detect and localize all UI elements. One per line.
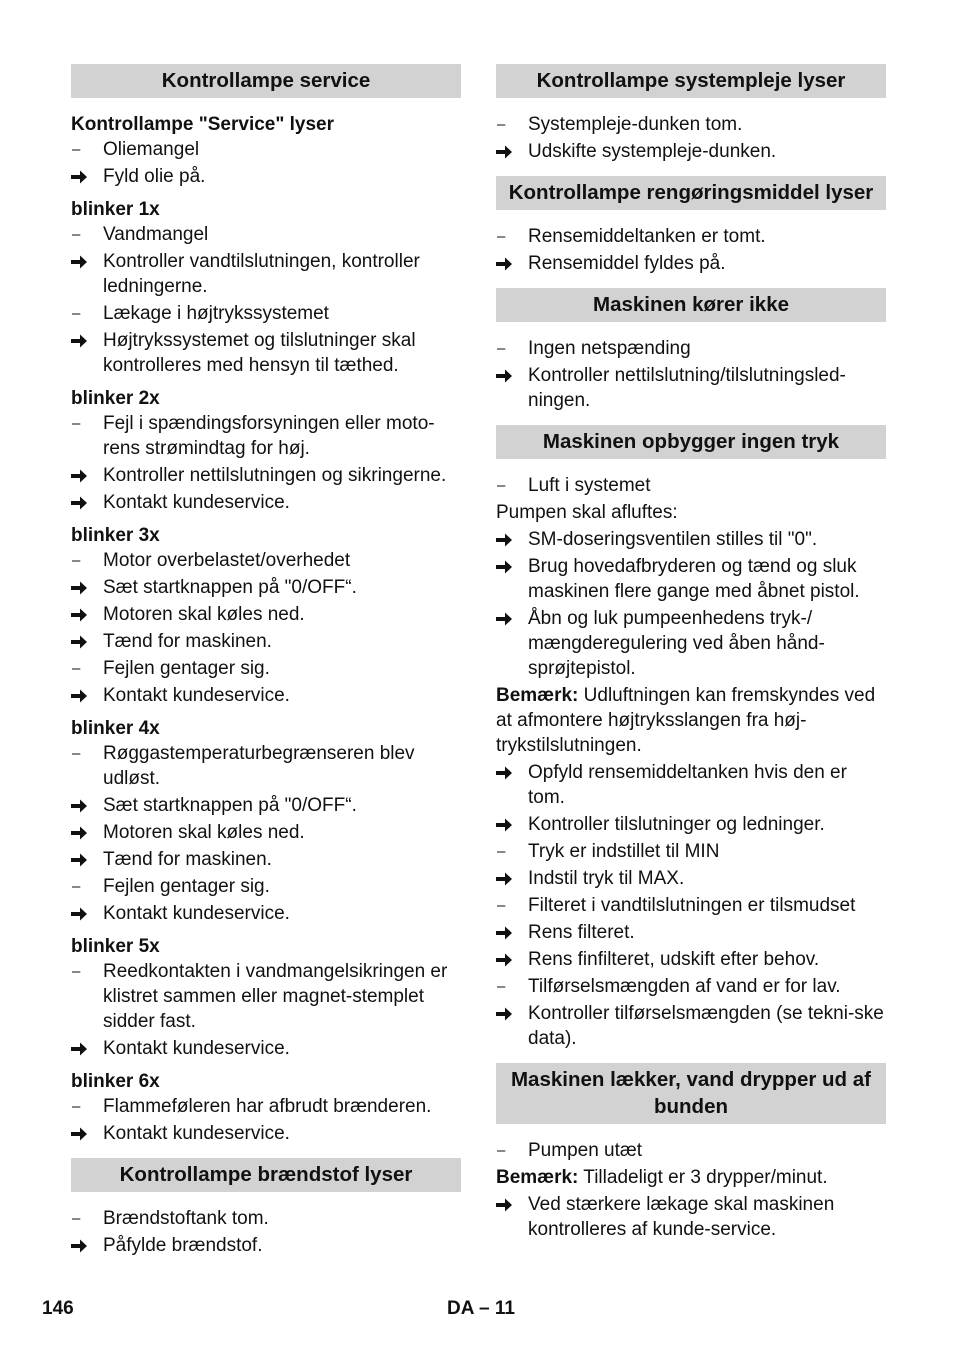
action-item	[71, 249, 461, 299]
item-text: Rensemiddel fyldes på.	[528, 253, 726, 274]
dash-marker-icon: –	[497, 897, 506, 914]
item-text: Fyld olie på.	[103, 166, 206, 187]
item-text: Tænd for maskinen.	[103, 631, 272, 652]
action-item	[71, 490, 461, 515]
item-text: Fejlen gentager sig.	[103, 658, 270, 679]
action-item	[71, 164, 461, 189]
dash-marker-icon: –	[72, 878, 81, 895]
left-column	[71, 64, 461, 1260]
action-item	[71, 602, 461, 627]
item-text: Kontakt kundeservice.	[103, 1123, 290, 1144]
action-item	[496, 1001, 886, 1051]
dash-marker-icon: –	[497, 228, 506, 245]
item-text: Ingen netspænding	[528, 338, 691, 359]
item-text: Lækage i højtrykssystemet	[103, 303, 329, 324]
action-item	[496, 251, 886, 276]
cause-item	[496, 336, 886, 361]
item-text: Fejlen gentager sig.	[103, 876, 270, 897]
action-item	[496, 866, 886, 891]
subheading: blinker 6x	[71, 1071, 160, 1092]
paragraph	[496, 683, 886, 758]
cause-item	[71, 874, 461, 899]
cause-item	[71, 137, 461, 162]
cause-item	[71, 1206, 461, 1231]
paragraph	[496, 1165, 886, 1190]
action-item	[496, 947, 886, 972]
item-text: Brug hovedafbryderen og tænd og sluk maskinen flere gange med åbnet pistol.	[528, 556, 860, 602]
cause-item	[496, 974, 886, 999]
cause-item	[71, 222, 461, 247]
action-item	[71, 575, 461, 600]
dash-marker-icon: –	[72, 1210, 81, 1227]
cause-item	[71, 301, 461, 326]
dash-marker-icon: –	[72, 552, 81, 569]
cause-item	[496, 893, 886, 918]
paragraph-text: Udluftningen kan fremskyndes ved at afmontere højtryksslangen fra høj-trykstilslutningen.	[496, 685, 876, 756]
item-text: Rensemiddeltanken er tomt.	[528, 226, 766, 247]
item-text: Fejl i spændingsforsyningen eller moto-rens strømindtag for høj.	[103, 413, 435, 459]
action-item	[71, 1121, 461, 1146]
item-text: SM-doseringsventilen stilles til "0".	[528, 529, 818, 550]
section-heading: Kontrollampe brændstof lyser	[71, 1158, 461, 1192]
section-heading: Kontrollampe systempleje lyser	[496, 64, 886, 98]
item-text: Tilførselsmængden af vand er for lav.	[528, 976, 841, 997]
item-text: Oliemangel	[103, 139, 200, 160]
dash-marker-icon: –	[497, 340, 506, 357]
action-item	[71, 629, 461, 654]
action-item	[496, 606, 886, 681]
note-label: Bemærk:	[496, 685, 579, 706]
item-text: Tænd for maskinen.	[103, 849, 272, 870]
cause-item	[71, 741, 461, 791]
cause-item	[71, 959, 461, 1034]
cause-item	[71, 1094, 461, 1119]
paragraph	[496, 500, 886, 525]
item-text: Filteret i vandtilslutningen er tilsmudset	[528, 895, 856, 916]
action-item	[71, 328, 461, 378]
item-text: Røggastemperaturbegrænseren blev udløst.	[103, 743, 415, 789]
dash-marker-icon: –	[72, 305, 81, 322]
subheading: Kontrollampe "Service" lyser	[71, 114, 335, 135]
page-number: 146	[42, 1298, 74, 1319]
subheading: blinker 3x	[71, 525, 160, 546]
subheading: blinker 4x	[71, 718, 160, 739]
action-item	[71, 793, 461, 818]
cause-item	[71, 656, 461, 681]
item-text: Påfylde brændstof.	[103, 1235, 263, 1256]
section-heading: Maskinen lækker, vand drypper ud af bunden	[496, 1063, 886, 1124]
dash-marker-icon: –	[497, 978, 506, 995]
item-text: Kontakt kundeservice.	[103, 685, 290, 706]
action-item	[496, 139, 886, 164]
cause-item	[496, 473, 886, 498]
item-text: Motor overbelastet/overhedet	[103, 550, 351, 571]
action-item	[71, 901, 461, 926]
section-heading: Maskinen kører ikke	[496, 288, 886, 322]
action-item	[71, 1036, 461, 1061]
item-text: Systempleje-dunken tom.	[528, 114, 743, 135]
note-label: Bemærk:	[496, 1167, 579, 1188]
subheading: blinker 1x	[71, 199, 160, 220]
cause-item	[496, 1138, 886, 1163]
action-item	[496, 812, 886, 837]
item-text: Sæt startknappen på "0/OFF“.	[103, 577, 357, 598]
action-item	[71, 683, 461, 708]
section-heading: Kontrollampe service	[71, 64, 461, 98]
item-text: Kontroller nettilslutningen og sikringerne.	[103, 465, 447, 486]
action-item	[71, 1233, 461, 1258]
item-text: Åbn og luk pumpeenhedens tryk-/ mængderegulering ved åben hånd-sprøjtepistol.	[528, 608, 825, 679]
action-item	[496, 554, 886, 604]
cause-item	[496, 112, 886, 137]
cause-item	[71, 411, 461, 461]
item-text: Pumpen utæt	[528, 1140, 643, 1161]
action-item	[496, 1192, 886, 1242]
item-text: Luft i systemet	[528, 475, 651, 496]
dash-marker-icon: –	[72, 226, 81, 243]
dash-marker-icon: –	[497, 843, 506, 860]
action-item	[496, 920, 886, 945]
paragraph-text: Tilladeligt er 3 drypper/minut.	[578, 1167, 828, 1188]
cause-item	[71, 548, 461, 573]
action-item	[496, 760, 886, 810]
item-text: Vandmangel	[103, 224, 209, 245]
item-text: Rens finfilteret, udskift efter behov.	[528, 949, 820, 970]
item-text: Kontroller tilførselsmængden (se tekni-ske data).	[528, 1003, 884, 1049]
item-text: Brændstoftank tom.	[103, 1208, 269, 1229]
dash-marker-icon: –	[72, 415, 81, 432]
dash-marker-icon: –	[72, 660, 81, 677]
item-text: Ved stærkere lækage skal maskinen kontrolleres af kunde-service.	[528, 1194, 835, 1240]
dash-marker-icon: –	[72, 1098, 81, 1115]
item-text: Reedkontakten i vandmangelsikringen er klistret sammen eller magnet-stemplet sidder fast.	[103, 961, 448, 1032]
paragraph-text: Pumpen skal afluftes:	[496, 502, 678, 523]
item-text: Kontakt kundeservice.	[103, 1038, 290, 1059]
dash-marker-icon: –	[72, 745, 81, 762]
action-item	[71, 820, 461, 845]
section-heading: Kontrollampe rengøringsmiddel lyser	[496, 176, 886, 210]
item-text: Kontroller tilslutninger og ledninger.	[528, 814, 825, 835]
item-text: Udskifte systempleje-dunken.	[528, 141, 777, 162]
subheading: blinker 5x	[71, 936, 160, 957]
dash-marker-icon: –	[497, 116, 506, 133]
right-column	[496, 64, 886, 1244]
section-heading: Maskinen opbygger ingen tryk	[496, 425, 886, 459]
action-item	[496, 363, 886, 413]
item-text: Kontakt kundeservice.	[103, 492, 290, 513]
item-text: Tryk er indstillet til MIN	[528, 841, 720, 862]
item-text: Kontakt kundeservice.	[103, 903, 290, 924]
dash-marker-icon: –	[72, 141, 81, 158]
action-item	[71, 463, 461, 488]
dash-marker-icon: –	[497, 477, 506, 494]
action-item	[71, 847, 461, 872]
item-text: Rens filteret.	[528, 922, 635, 943]
item-text: Kontroller vandtilslutningen, kontroller ledningerne.	[103, 251, 420, 297]
item-text: Motoren skal køles ned.	[103, 822, 305, 843]
cause-item	[496, 839, 886, 864]
item-text: Sæt startknappen på "0/OFF“.	[103, 795, 357, 816]
item-text: Højtrykssystemet og tilslutninger skal kontrolleres med hensyn til tæthed.	[103, 330, 416, 376]
action-item	[496, 527, 886, 552]
item-text: Kontroller nettilslutning/tilslutningsled-ningen.	[528, 365, 846, 411]
cause-item	[496, 224, 886, 249]
section-label: DA – 11	[447, 1298, 515, 1319]
dash-marker-icon: –	[72, 963, 81, 980]
dash-marker-icon: –	[497, 1142, 506, 1159]
item-text: Flammeføleren har afbrudt brænderen.	[103, 1096, 432, 1117]
item-text: Motoren skal køles ned.	[103, 604, 305, 625]
item-text: Indstil tryk til MAX.	[528, 868, 685, 889]
subheading: blinker 2x	[71, 388, 160, 409]
item-text: Opfyld rensemiddeltanken hvis den er tom.	[528, 762, 847, 808]
